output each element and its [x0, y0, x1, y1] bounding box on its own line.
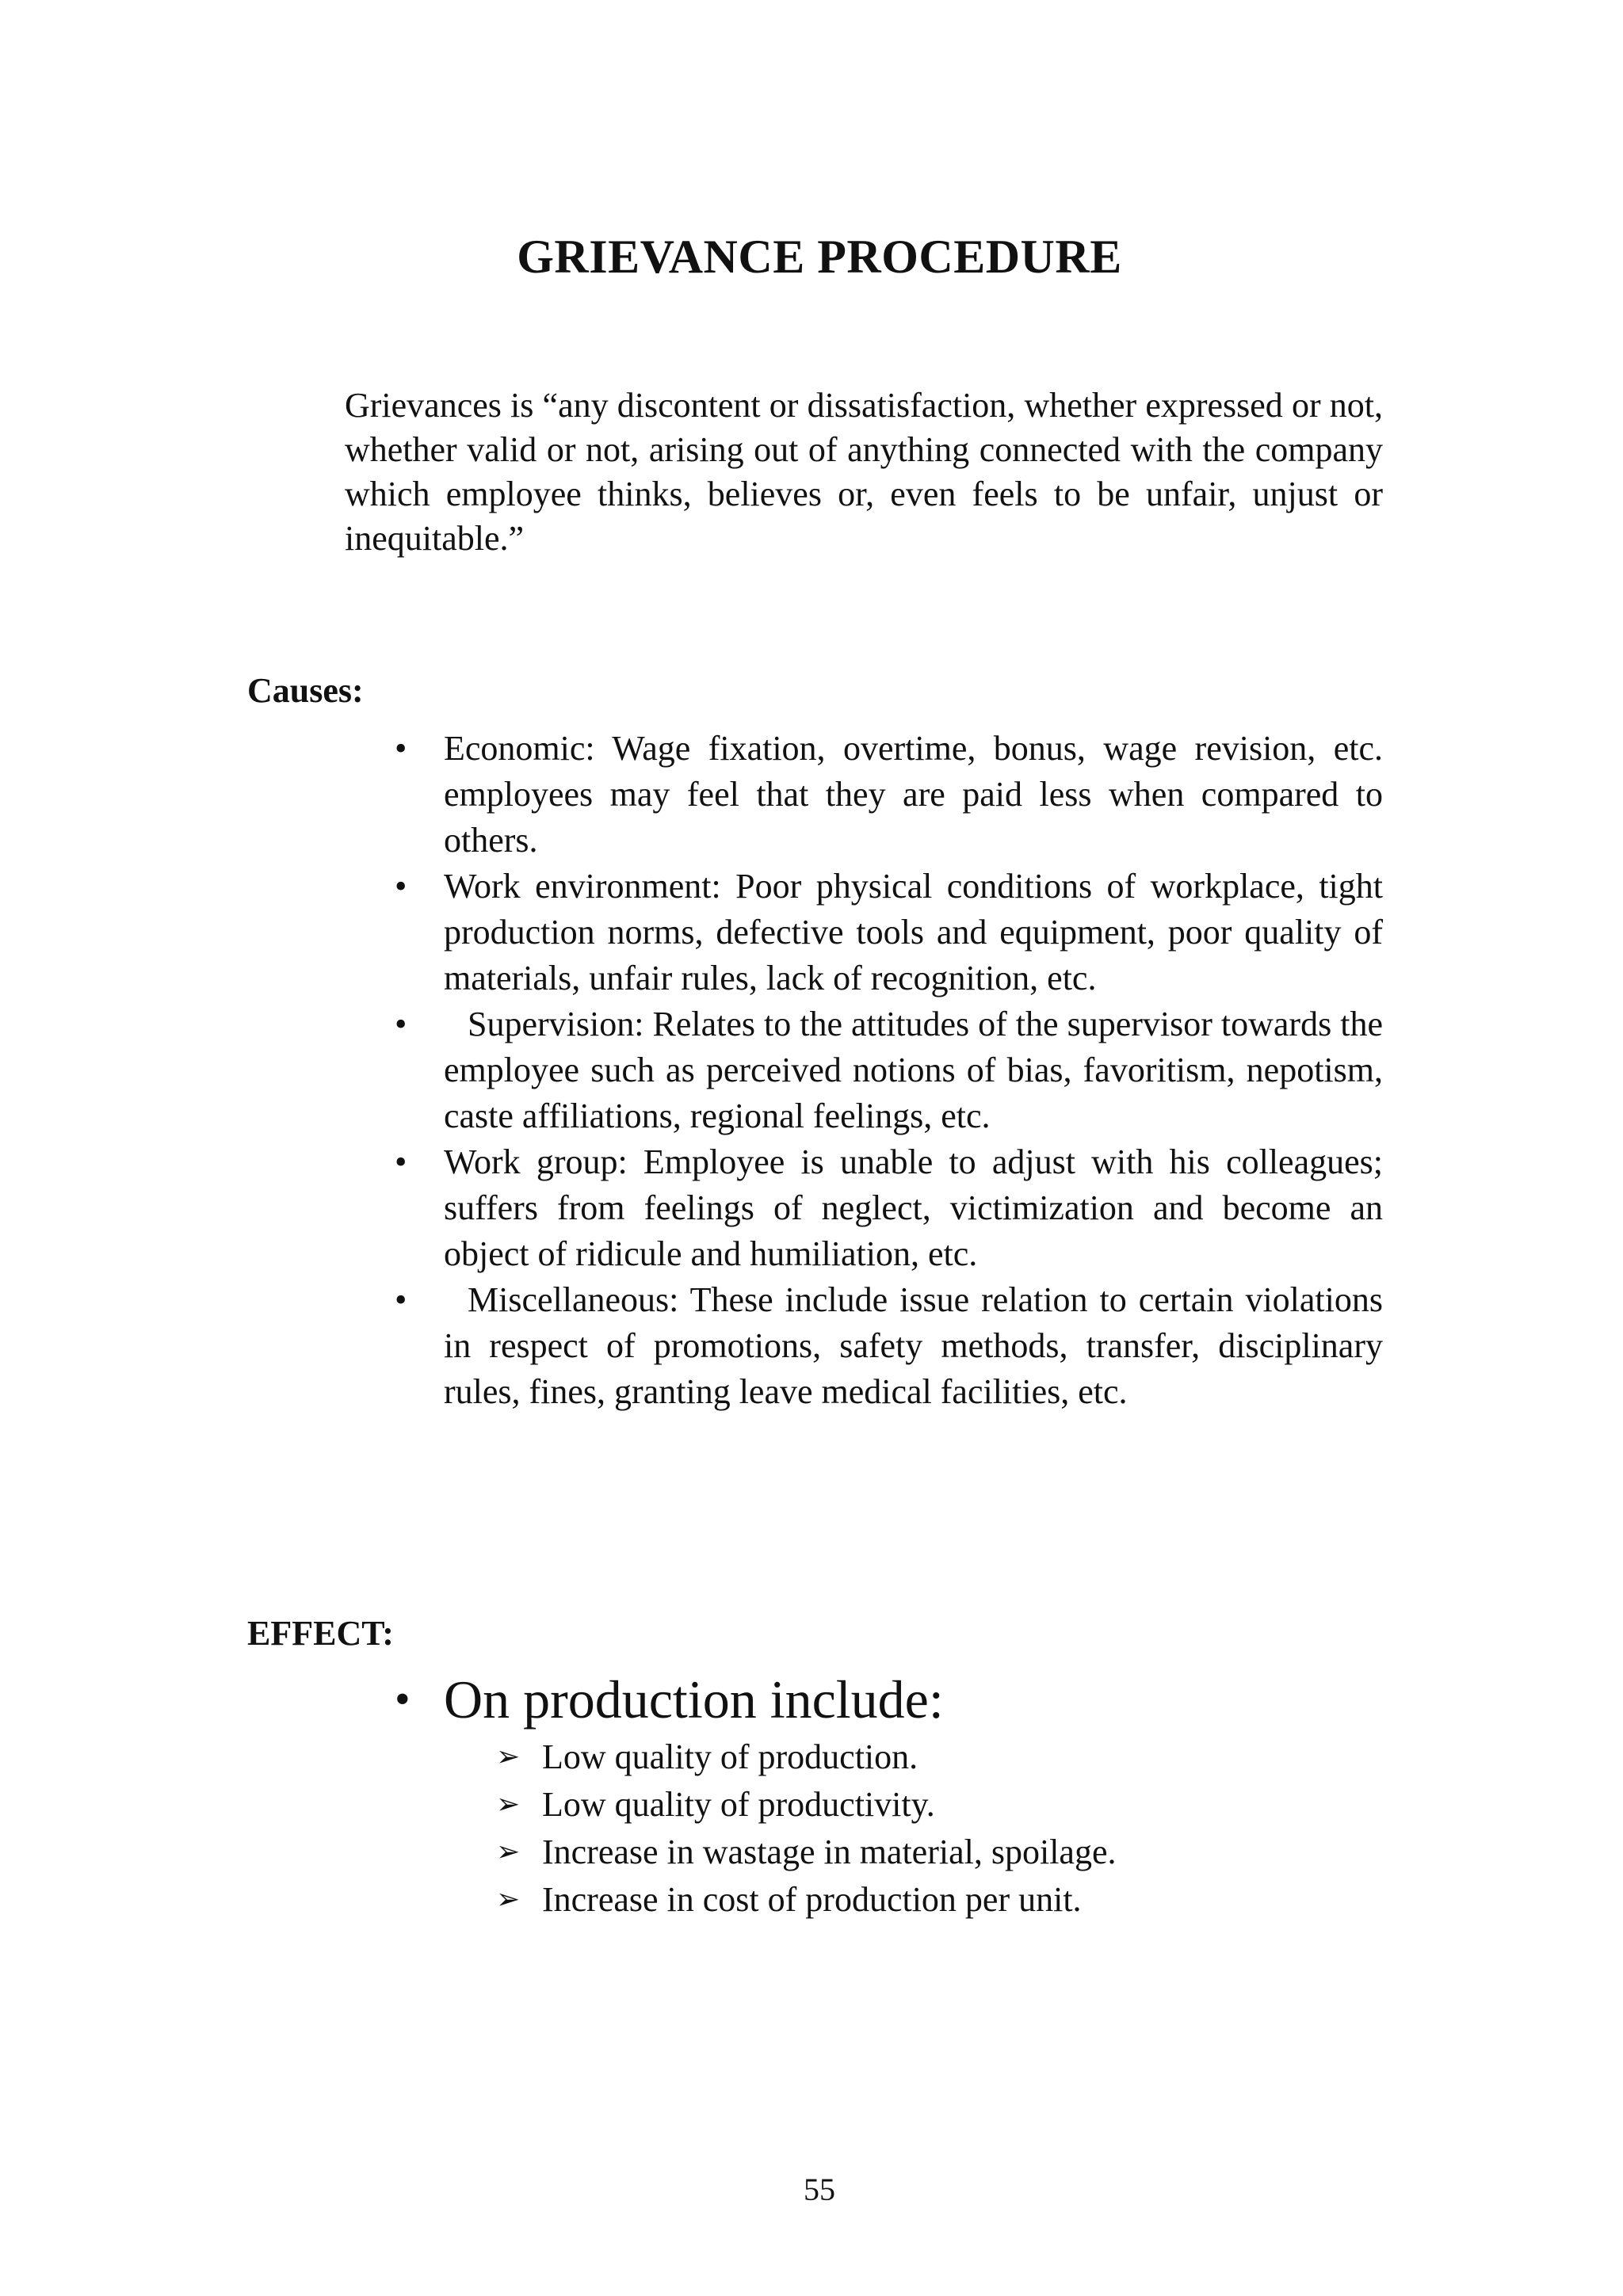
causes-heading: Causes:	[247, 671, 364, 710]
effect-list	[395, 1665, 1383, 1924]
cause-text: Supervision: Relates to the attitudes of the supervisor towards the employee such as perceived notions of bias, favoritism, nepotism, caste affiliations, regional feelings, etc.	[444, 1005, 1383, 1135]
cause-item-economic	[395, 726, 1383, 864]
cause-text: Miscellaneous: These include issue relation to certain violations in respect of promotions, safety methods, transfer, disciplinary rules, fines, granting leave medical facilities, etc.	[444, 1280, 1383, 1411]
definition-paragraph: Grievances is “any discontent or dissatisfaction, whether expressed or not, whether valid or not, arising out of anything connected with the company which employee thinks, believes or, even feels to be unfair, unjust or inequitable.”	[345, 386, 1383, 558]
effect-sub-item	[496, 1733, 1383, 1781]
page-title: GRIEVANCE PROCEDURE	[517, 231, 1122, 283]
cause-item-work-environment	[395, 864, 1383, 1001]
effect-sub-list	[444, 1733, 1383, 1924]
disc-bullet-icon: •	[395, 1675, 411, 1724]
effect-sub-item	[496, 1781, 1383, 1829]
disc-bullet-icon: •	[395, 1005, 407, 1043]
cause-item-supervision	[395, 1001, 1383, 1139]
disc-bullet-icon: •	[395, 1280, 407, 1319]
effect-item-production	[395, 1665, 1383, 1924]
cause-text: Economic: Wage fixation, overtime, bonus, wage revision, etc. employees may feel that they are paid less when compared to others.	[444, 729, 1383, 860]
arrowhead-bullet-icon: ➢	[496, 1883, 521, 1916]
effect-sub-item-text: Low quality of productivity.	[542, 1785, 935, 1824]
effect-heading: EFFECT:	[247, 1614, 394, 1653]
disc-bullet-icon: •	[395, 729, 407, 768]
arrowhead-bullet-icon: ➢	[496, 1836, 521, 1868]
cause-item-miscellaneous	[395, 1277, 1383, 1415]
effect-sub-item-text: Increase in wastage in material, spoilage.	[542, 1833, 1117, 1871]
cause-text: Work group: Employee is unable to adjust with his colleagues; suffers from feelings of neglect, victimization and become an object of ridicule and humiliation, etc.	[444, 1142, 1383, 1273]
arrowhead-bullet-icon: ➢	[496, 1788, 521, 1821]
effect-item-label: On production include:	[444, 1669, 944, 1730]
cause-item-work-group	[395, 1139, 1383, 1277]
disc-bullet-icon: •	[395, 1142, 407, 1181]
causes-list	[395, 726, 1383, 1415]
effect-sub-item	[496, 1876, 1383, 1924]
disc-bullet-icon: •	[395, 867, 407, 906]
page-number: 55	[804, 2172, 835, 2207]
cause-text: Work environment: Poor physical conditions of workplace, tight production norms, defective tools and equipment, poor quality of materials, unfair rules, lack of recognition, etc.	[444, 867, 1383, 997]
effect-sub-item-text: Low quality of production.	[542, 1737, 918, 1776]
arrowhead-bullet-icon: ➢	[496, 1741, 521, 1773]
effect-sub-item-text: Increase in cost of production per unit.	[542, 1880, 1082, 1919]
effect-sub-item	[496, 1829, 1383, 1876]
